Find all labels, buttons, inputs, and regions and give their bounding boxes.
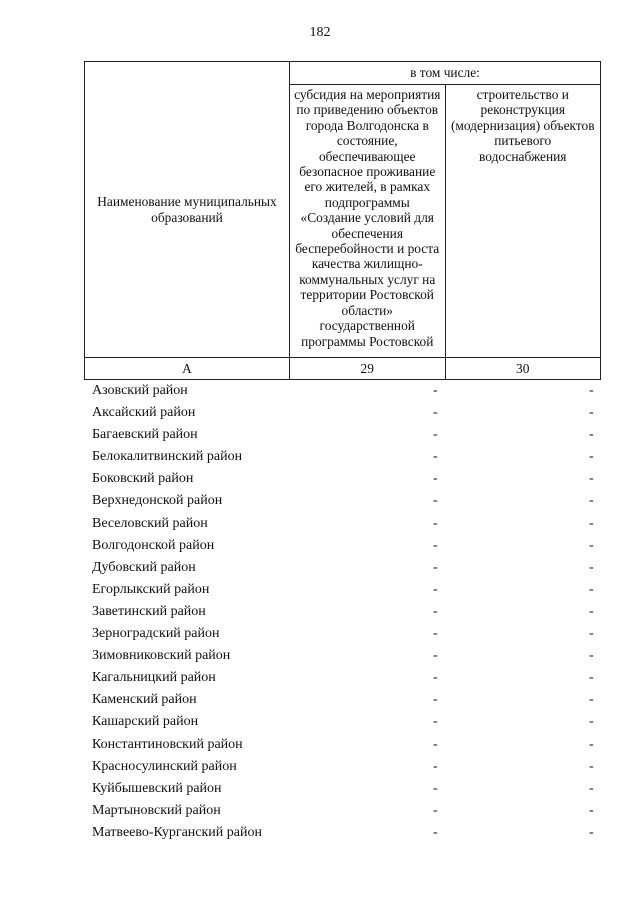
- municipality-name: Аксайский район: [92, 405, 196, 421]
- header-col-29-number: 29: [290, 358, 446, 380]
- value-col-29: -: [433, 537, 438, 553]
- value-col-30: -: [589, 626, 594, 642]
- table-row: [92, 403, 602, 425]
- header-col-a-number: А: [85, 358, 290, 380]
- value-col-30: -: [589, 383, 594, 398]
- value-col-29: -: [433, 405, 438, 421]
- value-col-30: -: [589, 648, 594, 664]
- value-col-30: -: [589, 427, 594, 443]
- value-col-30: -: [589, 581, 594, 597]
- municipality-name: Волгодонской район: [92, 537, 215, 553]
- header-in-that-number: в том числе:: [290, 62, 601, 85]
- header-name-column: [85, 62, 290, 358]
- value-col-29: -: [433, 714, 438, 730]
- value-col-29: -: [433, 626, 438, 642]
- value-col-29: -: [433, 780, 438, 796]
- value-col-29: -: [433, 515, 438, 531]
- header-col29-description: [290, 85, 446, 358]
- table-row: [92, 447, 602, 469]
- table-row: [92, 624, 602, 646]
- municipality-name: Заветинский район: [92, 603, 206, 619]
- value-col-29: -: [433, 493, 438, 509]
- table-row: [92, 602, 602, 624]
- header-col-30-number: 30: [445, 358, 601, 380]
- table-row: [92, 823, 602, 845]
- value-col-29: -: [433, 736, 438, 752]
- value-col-29: -: [433, 449, 438, 465]
- value-col-30: -: [589, 670, 594, 686]
- value-col-30: -: [589, 780, 594, 796]
- value-col-30: -: [589, 493, 594, 509]
- table-row: [92, 514, 602, 536]
- municipality-name: Кагальницкий район: [92, 670, 216, 686]
- table-row: [92, 469, 602, 491]
- municipality-name: Верхнедонской район: [92, 493, 223, 509]
- municipality-name: Егорлыкский район: [92, 581, 210, 597]
- table-row: [92, 735, 602, 757]
- municipality-name: Веселовский район: [92, 515, 208, 531]
- municipality-name: Матвеево-Курганский район: [92, 824, 262, 840]
- value-col-30: -: [589, 471, 594, 487]
- table-row: [92, 580, 602, 602]
- value-col-29: -: [433, 802, 438, 818]
- value-col-30: -: [589, 802, 594, 818]
- table-row: [92, 668, 602, 690]
- header-col30-description: [445, 85, 601, 358]
- value-col-30: -: [589, 692, 594, 708]
- value-col-30: -: [589, 603, 594, 619]
- value-col-29: -: [433, 471, 438, 487]
- table-header: [84, 61, 601, 380]
- municipality-name: Зерноградский район: [92, 626, 220, 642]
- value-col-30: -: [589, 515, 594, 531]
- value-col-29: -: [433, 427, 438, 443]
- table-row: [92, 801, 602, 823]
- municipality-name: Красносулинский район: [92, 758, 237, 774]
- value-col-30: -: [589, 559, 594, 575]
- header-name-label: Наименование муниципальных образований: [97, 194, 277, 225]
- municipality-name: Дубовский район: [92, 559, 196, 575]
- value-col-29: -: [433, 603, 438, 619]
- table-row: [92, 491, 602, 513]
- table-row: [92, 558, 602, 580]
- value-col-29: -: [433, 692, 438, 708]
- municipality-name: Багаевский район: [92, 427, 198, 443]
- municipality-name: Азовский район: [92, 383, 188, 398]
- municipality-name: Куйбышевский район: [92, 780, 222, 796]
- table-row: [92, 779, 602, 801]
- col30-description-text: строительство и реконструкция (модернизация) объектов питьевого водоснабжения: [450, 87, 595, 164]
- value-col-29: -: [433, 648, 438, 664]
- municipality-name: Константиновский район: [92, 736, 243, 752]
- municipality-name: Мартыновский район: [92, 802, 221, 818]
- table-body: [92, 381, 602, 845]
- value-col-29: -: [433, 383, 438, 398]
- value-col-30: -: [589, 537, 594, 553]
- value-col-29: -: [433, 559, 438, 575]
- value-col-30: -: [589, 736, 594, 752]
- municipality-name: Кашарский район: [92, 714, 199, 730]
- municipality-name: Каменский район: [92, 692, 197, 708]
- table-row: [92, 646, 602, 668]
- municipality-name: Боковский район: [92, 471, 194, 487]
- value-col-30: -: [589, 405, 594, 421]
- value-col-29: -: [433, 670, 438, 686]
- value-col-29: -: [433, 824, 438, 840]
- table-row: [92, 425, 602, 447]
- table-row: [92, 712, 602, 734]
- municipality-name: Зимовниковский район: [92, 648, 231, 664]
- page-number: 182: [309, 25, 331, 40]
- col29-description-text: субсидия на мероприятия по приведению объектов города Волгодонска в состояние, обеспечивающее безопасное проживание его жителей, в рамках подпрограммы «Создание условий для обеспечения бесперебойности и роста качества жилищно-коммунальных услуг на территории Ростовской области» государственной программы Ростовской: [294, 87, 441, 349]
- municipality-name: Белокалитвинский район: [92, 449, 243, 465]
- value-col-30: -: [589, 758, 594, 774]
- value-col-29: -: [433, 758, 438, 774]
- table-row: [92, 536, 602, 558]
- table-row: [92, 381, 602, 403]
- value-col-29: -: [433, 581, 438, 597]
- value-col-30: -: [589, 449, 594, 465]
- value-col-30: -: [589, 714, 594, 730]
- value-col-30: -: [589, 824, 594, 840]
- table-row: [92, 690, 602, 712]
- table-row: [92, 757, 602, 779]
